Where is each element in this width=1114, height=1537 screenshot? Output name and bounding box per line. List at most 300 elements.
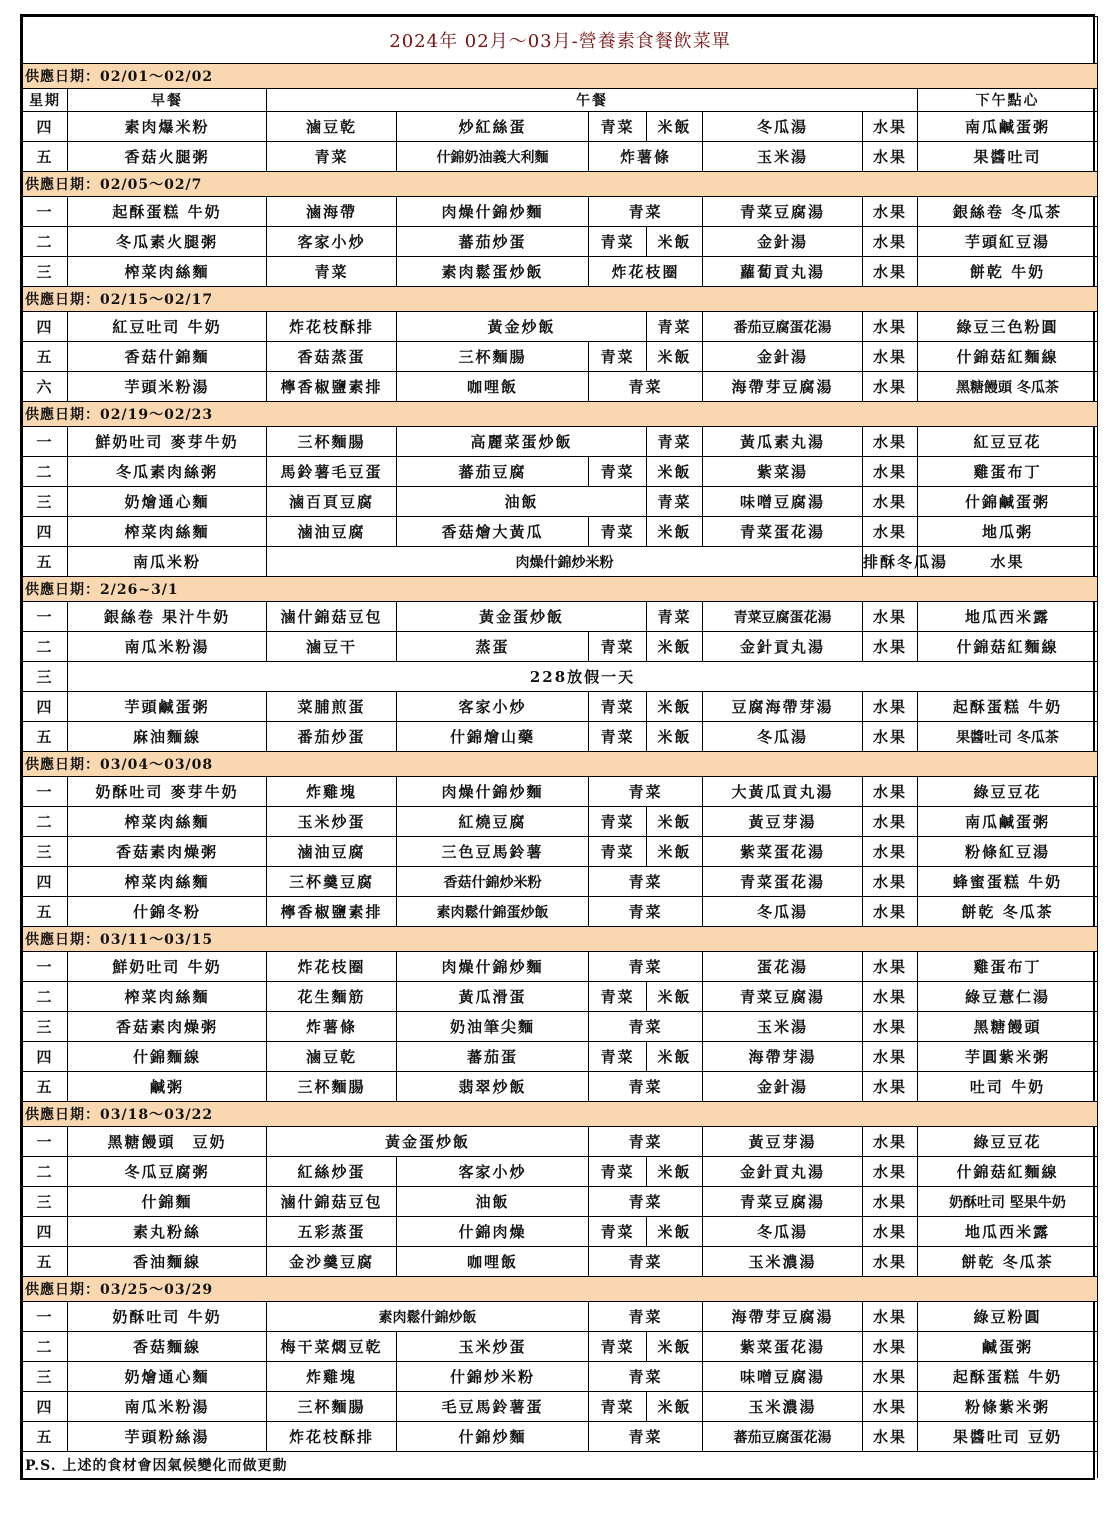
snack-cell: 鹹蛋粥 (918, 1332, 1098, 1362)
lunch-cell: 青菜 (589, 777, 703, 807)
snack-cell: 綠豆豆花 (918, 1127, 1098, 1157)
fruit-cell: 水果 (863, 1392, 918, 1422)
lunch-cell: 青菜 (589, 197, 703, 227)
lunch-cell: 咖哩飯 (397, 1247, 589, 1277)
lunch-cell: 黃豆芽湯 (703, 1127, 863, 1157)
fruit-cell: 水果 (863, 517, 918, 547)
lunch-cell: 米飯 (647, 517, 703, 547)
breakfast-cell: 香油麵線 (68, 1247, 267, 1277)
lunch-cell: 青菜 (647, 427, 703, 457)
snack-cell: 粉條紫米粥 (918, 1392, 1098, 1422)
breakfast-cell: 起酥蛋糕 牛奶 (68, 197, 267, 227)
snack-cell: 紅豆豆花 (918, 427, 1098, 457)
lunch-cell: 青菜蛋花湯 (703, 517, 863, 547)
lunch-cell: 五彩蒸蛋 (267, 1217, 397, 1247)
menu-row (23, 982, 1098, 1012)
breakfast-cell: 榨菜肉絲麵 (68, 867, 267, 897)
lunch-cell: 香菇什錦炒米粉 (397, 867, 589, 897)
fruit-cell: 水果 (863, 112, 918, 142)
day-cell: 一 (23, 777, 68, 807)
breakfast-cell: 芋頭米粉湯 (68, 372, 267, 402)
snack-cell: 南瓜鹹蛋粥 (918, 807, 1098, 837)
lunch-cell: 青菜 (589, 1332, 647, 1362)
lunch-cell: 梅干菜燜豆乾 (267, 1332, 397, 1362)
lunch-cell: 青菜 (267, 142, 397, 172)
lunch-cell: 滷什錦菇豆包 (267, 1187, 397, 1217)
lunch-cell: 什錦炒米粉 (397, 1362, 589, 1392)
lunch-cell: 油飯 (397, 1187, 589, 1217)
menu-row (23, 1362, 1098, 1392)
breakfast-cell: 南瓜米粉湯 (68, 1392, 267, 1422)
lunch-cell: 三杯羹豆腐 (267, 867, 397, 897)
snack-cell: 什錦菇紅麵線 (918, 1157, 1098, 1187)
day-cell: 二 (23, 457, 68, 487)
lunch-cell: 味噌豆腐湯 (703, 1362, 863, 1392)
lunch-cell: 青菜 (589, 1247, 703, 1277)
lunch-cell: 什錦炒麵 (397, 1422, 589, 1452)
breakfast-cell: 香菇火腿粥 (68, 142, 267, 172)
lunch-cell: 素肉鬆蛋炒飯 (397, 257, 589, 287)
day-cell: 二 (23, 982, 68, 1012)
lunch-cell: 青菜 (589, 1157, 647, 1187)
lunch-cell: 青菜 (267, 257, 397, 287)
period-row (23, 64, 1098, 89)
fruit-cell: 水果 (863, 867, 918, 897)
lunch-cell: 青菜豆腐湯 (703, 982, 863, 1012)
fruit-cell: 水果 (863, 692, 918, 722)
lunch-cell: 冬瓜湯 (703, 112, 863, 142)
fruit-cell: 水果 (863, 1127, 918, 1157)
breakfast-cell: 冬瓜豆腐粥 (68, 1157, 267, 1187)
breakfast-cell: 什錦麵線 (68, 1042, 267, 1072)
lunch-cell: 肉燥什錦炒麵 (397, 952, 589, 982)
lunch-cell: 青菜 (589, 1127, 703, 1157)
menu-row (23, 1217, 1098, 1247)
snack-cell: 餅乾 冬瓜茶 (918, 1247, 1098, 1277)
lunch-cell: 三杯麵腸 (397, 342, 589, 372)
menu-row (23, 1422, 1098, 1452)
lunch-cell: 炸薯條 (267, 1012, 397, 1042)
lunch-cell: 炸花枝酥排 (267, 1422, 397, 1452)
lunch-cell: 檸香椒鹽素排 (267, 897, 397, 927)
lunch-cell: 金針貢丸湯 (703, 632, 863, 662)
snack-cell: 綠豆粉圓 (918, 1302, 1098, 1332)
lunch-cell: 米飯 (647, 982, 703, 1012)
snack-cell: 銀絲卷 冬瓜茶 (918, 197, 1098, 227)
menu-row (23, 897, 1098, 927)
snack-cell: 黑糖饅頭 (918, 1012, 1098, 1042)
day-cell: 四 (23, 1042, 68, 1072)
breakfast-cell: 什錦冬粉 (68, 897, 267, 927)
lunch-cell: 青菜豆腐湯 (703, 197, 863, 227)
lunch-cell: 味噌豆腐湯 (703, 487, 863, 517)
header-lunch: 午餐 (267, 89, 918, 112)
lunch-cell: 花生麵筋 (267, 982, 397, 1012)
lunch-cell: 咖哩飯 (397, 372, 589, 402)
day-cell: 二 (23, 1332, 68, 1362)
menu-row (23, 142, 1098, 172)
breakfast-cell: 南瓜米粉 (68, 547, 267, 577)
day-cell: 五 (23, 342, 68, 372)
menu-row (23, 1042, 1098, 1072)
breakfast-cell: 榨菜肉絲麵 (68, 517, 267, 547)
fruit-cell: 水果 (863, 312, 918, 342)
lunch-cell: 米飯 (647, 1042, 703, 1072)
lunch-cell: 滷油豆腐 (267, 517, 397, 547)
snack-cell: 什錦菇紅麵線 (918, 632, 1098, 662)
lunch-cell: 滷豆干 (267, 632, 397, 662)
lunch-cell: 蛋花湯 (703, 952, 863, 982)
menu-row (23, 227, 1098, 257)
lunch-cell: 炒紅絲蛋 (397, 112, 589, 142)
snack-cell: 果醬吐司 豆奶 (918, 1422, 1098, 1452)
day-cell: 二 (23, 632, 68, 662)
menu-row (23, 952, 1098, 982)
lunch-cell: 蕃茄炒蛋 (397, 227, 589, 257)
lunch-cell: 滷豆乾 (267, 1042, 397, 1072)
menu-row (23, 692, 1098, 722)
lunch-cell: 海帶芽湯 (703, 1042, 863, 1072)
lunch-cell: 米飯 (647, 722, 703, 752)
breakfast-cell: 冬瓜素肉絲粥 (68, 457, 267, 487)
fruit-cell: 水果 (863, 1157, 918, 1187)
snack-cell: 南瓜鹹蛋粥 (918, 112, 1098, 142)
header-breakfast: 早餐 (68, 89, 267, 112)
day-cell: 四 (23, 312, 68, 342)
lunch-cell: 青菜 (589, 1362, 703, 1392)
header-day: 星期 (23, 89, 68, 112)
fruit-cell: 水果 (863, 427, 918, 457)
lunch-cell: 米飯 (647, 1157, 703, 1187)
menu-row (23, 867, 1098, 897)
day-cell: 三 (23, 1187, 68, 1217)
day-cell: 一 (23, 602, 68, 632)
fruit-cell: 水果 (863, 197, 918, 227)
menu-row (23, 662, 1098, 692)
lunch-cell: 三杯麵腸 (267, 1392, 397, 1422)
snack-cell: 吐司 牛奶 (918, 1072, 1098, 1102)
breakfast-cell: 榨菜肉絲麵 (68, 807, 267, 837)
menu-sheet (20, 14, 1095, 1480)
snack-cell: 芋圓紫米粥 (918, 1042, 1098, 1072)
lunch-cell: 青菜豆腐湯 (703, 1187, 863, 1217)
menu-row (23, 777, 1098, 807)
fruit-cell: 水果 (863, 777, 918, 807)
lunch-cell: 蒸蛋 (397, 632, 589, 662)
snack-cell: 起酥蛋糕 牛奶 (918, 692, 1098, 722)
lunch-cell: 香菇燴大黃瓜 (397, 517, 589, 547)
period-label: 供應日期：03/11～03/15 (23, 927, 1098, 952)
lunch-cell: 豆腐海帶芽湯 (703, 692, 863, 722)
menu-row (23, 1187, 1098, 1217)
lunch-cell: 米飯 (647, 1217, 703, 1247)
lunch-cell: 三色豆馬鈴薯 (397, 837, 589, 867)
fruit-cell: 水果 (863, 372, 918, 402)
day-cell: 五 (23, 1247, 68, 1277)
day-cell: 一 (23, 1302, 68, 1332)
lunch-cell: 排酥冬瓜湯 (863, 547, 918, 577)
day-cell: 五 (23, 1422, 68, 1452)
menu-row (23, 1302, 1098, 1332)
lunch-cell: 青菜 (589, 692, 647, 722)
lunch-cell: 滷百頁豆腐 (267, 487, 397, 517)
lunch-cell: 檸香椒鹽素排 (267, 372, 397, 402)
period-label: 供應日期：2/26~3/1 (23, 577, 1098, 602)
breakfast-cell: 芋頭粉絲湯 (68, 1422, 267, 1452)
menu-row (23, 1392, 1098, 1422)
breakfast-cell: 素肉爆米粉 (68, 112, 267, 142)
lunch-cell: 金針貢丸湯 (703, 1157, 863, 1187)
lunch-cell: 青菜 (589, 112, 647, 142)
menu-row (23, 312, 1098, 342)
lunch-cell: 青菜 (589, 457, 647, 487)
menu-row (23, 427, 1098, 457)
lunch-cell: 黃金蛋炒飯 (267, 1127, 589, 1157)
lunch-cell: 青菜 (589, 632, 647, 662)
lunch-cell: 三杯麵腸 (267, 1072, 397, 1102)
lunch-cell: 青菜 (589, 1187, 703, 1217)
lunch-cell: 番茄炒蛋 (267, 722, 397, 752)
menu-row (23, 1332, 1098, 1362)
lunch-cell: 滷海帶 (267, 197, 397, 227)
menu-row (23, 517, 1098, 547)
day-cell: 三 (23, 837, 68, 867)
snack-cell: 果醬吐司 冬瓜茶 (918, 722, 1098, 752)
fruit-cell: 水果 (863, 1247, 918, 1277)
lunch-cell: 米飯 (647, 837, 703, 867)
lunch-cell: 黃金蛋炒飯 (397, 602, 647, 632)
day-cell: 四 (23, 517, 68, 547)
menu-row (23, 807, 1098, 837)
lunch-cell: 玉米湯 (703, 1012, 863, 1042)
lunch-cell: 翡翠炒飯 (397, 1072, 589, 1102)
period-label: 供應日期：02/01～02/02 (23, 64, 1098, 89)
period-row (23, 402, 1098, 427)
lunch-cell: 蕃茄豆腐 (397, 457, 589, 487)
day-cell: 四 (23, 112, 68, 142)
snack-cell: 起酥蛋糕 牛奶 (918, 1362, 1098, 1392)
lunch-cell: 青菜 (589, 1302, 703, 1332)
lunch-cell: 炸雞塊 (267, 777, 397, 807)
snack-cell: 餅乾 冬瓜茶 (918, 897, 1098, 927)
snack-cell: 地瓜西米露 (918, 602, 1098, 632)
day-cell: 三 (23, 662, 68, 692)
lunch-cell: 海帶芽豆腐湯 (703, 1302, 863, 1332)
lunch-cell: 紫菜蛋花湯 (703, 1332, 863, 1362)
snack-cell: 奶酥吐司 堅果牛奶 (918, 1187, 1098, 1217)
fruit-cell: 水果 (863, 1187, 918, 1217)
lunch-cell: 米飯 (647, 632, 703, 662)
period-row (23, 1277, 1098, 1302)
menu-row (23, 372, 1098, 402)
lunch-cell: 素肉鬆什錦炒飯 (267, 1302, 589, 1332)
lunch-cell: 青菜 (589, 952, 703, 982)
day-cell: 四 (23, 867, 68, 897)
lunch-cell: 客家小炒 (397, 1157, 589, 1187)
lunch-cell: 青菜 (589, 867, 703, 897)
day-cell: 四 (23, 1392, 68, 1422)
day-cell: 三 (23, 1362, 68, 1392)
lunch-cell: 青菜 (589, 1422, 703, 1452)
lunch-cell: 青菜豆腐蛋花湯 (703, 602, 863, 632)
lunch-cell: 青菜 (589, 517, 647, 547)
fruit-cell: 水果 (863, 142, 918, 172)
day-cell: 一 (23, 952, 68, 982)
fruit-cell: 水果 (863, 982, 918, 1012)
period-row (23, 172, 1098, 197)
day-cell: 五 (23, 1072, 68, 1102)
lunch-cell: 青菜 (589, 722, 647, 752)
fruit-cell: 水果 (863, 1332, 918, 1362)
lunch-cell: 炸雞塊 (267, 1362, 397, 1392)
lunch-cell: 滷什錦菇豆包 (267, 602, 397, 632)
menu-row (23, 602, 1098, 632)
lunch-cell: 青菜 (647, 487, 703, 517)
lunch-cell: 肉燥什錦炒米粉 (267, 547, 863, 577)
lunch-cell: 菜脯煎蛋 (267, 692, 397, 722)
snack-cell: 地瓜西米露 (918, 1217, 1098, 1247)
breakfast-cell: 紅豆吐司 牛奶 (68, 312, 267, 342)
fruit-cell: 水果 (863, 952, 918, 982)
lunch-cell: 青菜 (589, 342, 647, 372)
page-title: 2024年 02月～03月-營養素食餐飲菜單 (23, 17, 1098, 64)
breakfast-cell: 香菇麵線 (68, 1332, 267, 1362)
period-label: 供應日期：02/19～02/23 (23, 402, 1098, 427)
lunch-cell: 青菜 (589, 1072, 703, 1102)
day-cell: 五 (23, 897, 68, 927)
breakfast-cell: 銀絲卷 果汁牛奶 (68, 602, 267, 632)
lunch-cell: 青菜 (589, 837, 647, 867)
fruit-cell: 水果 (863, 632, 918, 662)
breakfast-cell: 香菇什錦麵 (68, 342, 267, 372)
menu-row (23, 457, 1098, 487)
lunch-cell: 炸花枝圈 (267, 952, 397, 982)
fruit-cell: 水果 (918, 547, 1098, 577)
lunch-cell: 三杯麵腸 (267, 427, 397, 457)
fruit-cell: 水果 (863, 837, 918, 867)
period-label: 供應日期：03/04～03/08 (23, 752, 1098, 777)
day-cell: 三 (23, 257, 68, 287)
snack-cell: 地瓜粥 (918, 517, 1098, 547)
lunch-cell: 青菜 (647, 312, 703, 342)
fruit-cell: 水果 (863, 722, 918, 752)
lunch-cell: 青菜 (589, 807, 647, 837)
breakfast-cell: 鹹粥 (68, 1072, 267, 1102)
lunch-cell: 青菜 (589, 1042, 647, 1072)
snack-cell: 蜂蜜蛋糕 牛奶 (918, 867, 1098, 897)
snack-cell: 綠豆薏仁湯 (918, 982, 1098, 1012)
day-cell: 四 (23, 1217, 68, 1247)
period-row (23, 752, 1098, 777)
lunch-cell: 高麗菜蛋炒飯 (397, 427, 647, 457)
lunch-cell: 青菜蛋花湯 (703, 867, 863, 897)
menu-row (23, 112, 1098, 142)
footer-note: P.S. 上述的食材會因氣候變化而做更動 (23, 1452, 1098, 1479)
lunch-cell: 米飯 (647, 1392, 703, 1422)
fruit-cell: 水果 (863, 1217, 918, 1247)
period-row (23, 927, 1098, 952)
lunch-cell: 滷豆乾 (267, 112, 397, 142)
breakfast-cell: 奶酥吐司 牛奶 (68, 1302, 267, 1332)
lunch-cell: 黃金炒飯 (397, 312, 647, 342)
day-cell: 五 (23, 722, 68, 752)
period-label: 供應日期：02/05～02/7 (23, 172, 1098, 197)
day-cell: 五 (23, 547, 68, 577)
lunch-cell: 玉米濃湯 (703, 1247, 863, 1277)
menu-row (23, 1247, 1098, 1277)
lunch-cell: 玉米炒蛋 (397, 1332, 589, 1362)
lunch-cell: 什錦奶油義大利麵 (397, 142, 589, 172)
snack-cell: 餅乾 牛奶 (918, 257, 1098, 287)
lunch-cell: 金沙羹豆腐 (267, 1247, 397, 1277)
breakfast-cell: 黑糖饅頭 豆奶 (68, 1127, 267, 1157)
lunch-cell: 馬鈴薯毛豆蛋 (267, 457, 397, 487)
breakfast-cell: 香菇素肉燥粥 (68, 1012, 267, 1042)
lunch-cell: 青菜 (589, 982, 647, 1012)
fruit-cell: 水果 (863, 487, 918, 517)
fruit-cell: 水果 (863, 602, 918, 632)
lunch-cell: 炸花枝圈 (589, 257, 703, 287)
menu-row (23, 837, 1098, 867)
lunch-cell: 紅燒豆腐 (397, 807, 589, 837)
lunch-cell: 米飯 (647, 457, 703, 487)
lunch-cell: 玉米湯 (703, 142, 863, 172)
breakfast-cell: 奶燴通心麵 (68, 487, 267, 517)
snack-cell: 綠豆豆花 (918, 777, 1098, 807)
lunch-cell: 玉米炒蛋 (267, 807, 397, 837)
lunch-cell: 香菇蒸蛋 (267, 342, 397, 372)
breakfast-cell: 冬瓜素火腿粥 (68, 227, 267, 257)
snack-cell: 芋頭紅豆湯 (918, 227, 1098, 257)
fruit-cell: 水果 (863, 1362, 918, 1392)
lunch-cell: 冬瓜湯 (703, 722, 863, 752)
period-row (23, 1102, 1098, 1127)
breakfast-cell: 芋頭鹹蛋粥 (68, 692, 267, 722)
lunch-cell: 米飯 (647, 227, 703, 257)
day-cell: 二 (23, 227, 68, 257)
lunch-cell: 番茄豆腐蛋花湯 (703, 312, 863, 342)
breakfast-cell: 麻油麵線 (68, 722, 267, 752)
snack-cell: 雞蛋布丁 (918, 952, 1098, 982)
fruit-cell: 水果 (863, 1072, 918, 1102)
period-label: 供應日期：02/15～02/17 (23, 287, 1098, 312)
lunch-cell: 冬瓜湯 (703, 897, 863, 927)
fruit-cell: 水果 (863, 807, 918, 837)
lunch-cell: 黃豆芽湯 (703, 807, 863, 837)
fruit-cell: 水果 (863, 227, 918, 257)
snack-cell: 綠豆三色粉圓 (918, 312, 1098, 342)
fruit-cell: 水果 (863, 257, 918, 287)
snack-cell: 什錦菇紅麵線 (918, 342, 1098, 372)
day-cell: 二 (23, 1157, 68, 1187)
period-label: 供應日期：03/25～03/29 (23, 1277, 1098, 1302)
menu-row (23, 342, 1098, 372)
lunch-cell: 海帶芽豆腐湯 (703, 372, 863, 402)
menu-row (23, 1157, 1098, 1187)
breakfast-cell: 鮮奶吐司 麥芽牛奶 (68, 427, 267, 457)
snack-cell: 粉條紅豆湯 (918, 837, 1098, 867)
menu-row (23, 547, 1098, 577)
lunch-cell: 青菜 (589, 1217, 647, 1247)
lunch-cell: 黃瓜素丸湯 (703, 427, 863, 457)
lunch-cell: 滷油豆腐 (267, 837, 397, 867)
lunch-cell: 米飯 (647, 342, 703, 372)
lunch-cell: 肉燥什錦炒麵 (397, 777, 589, 807)
lunch-cell: 客家小炒 (267, 227, 397, 257)
lunch-cell: 炸花枝酥排 (267, 312, 397, 342)
fruit-cell: 水果 (863, 1042, 918, 1072)
fruit-cell: 水果 (863, 1422, 918, 1452)
